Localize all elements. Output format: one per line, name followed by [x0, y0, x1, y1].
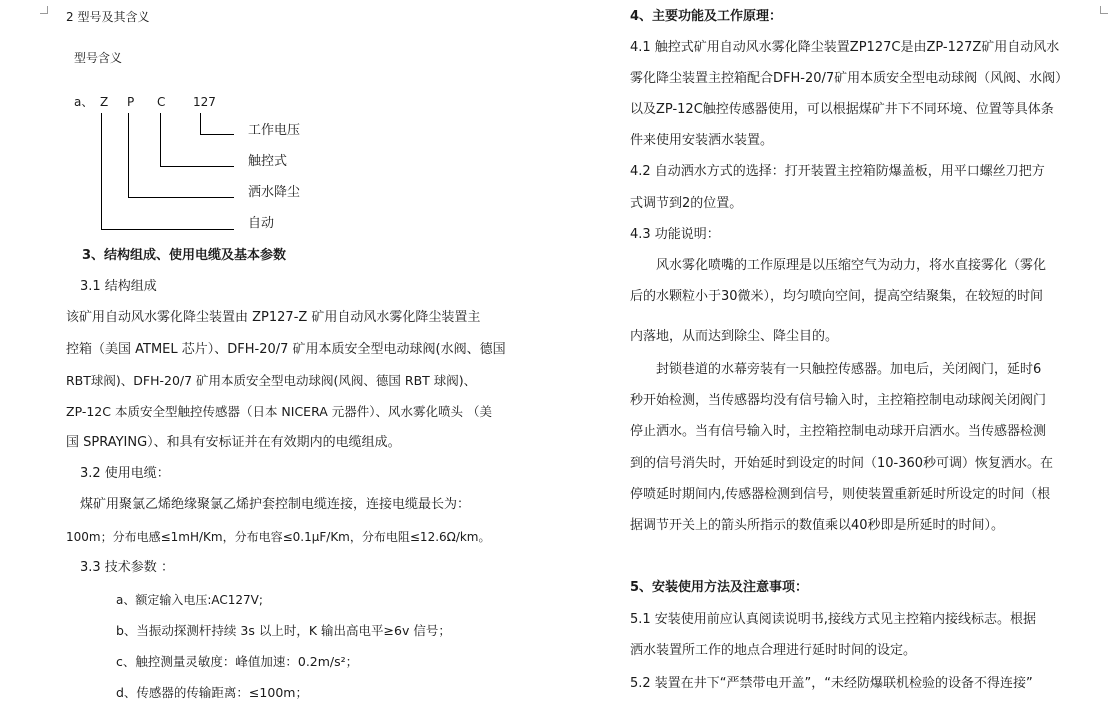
paragraph-line: 4.2 自动洒水方式的选择：打开装置主控箱防爆盖板，用平口螺丝刀把方: [630, 164, 1045, 179]
paragraph-line: 停喷延时期间内,传感器检测到信号，则使装置重新延时所设定的时间（根: [630, 487, 1051, 502]
paragraph-line: 该矿用自动风水雾化降尘装置由 ZP127-Z 矿用自动风水雾化降尘装置主: [66, 310, 481, 325]
model-meaning-label: 型号含义: [74, 51, 123, 65]
paragraph-line: 5.2 装置在井下“严禁带电开盖”，“未经防爆联机检验的设备不得连接”: [630, 676, 1033, 691]
paragraph-line: 式调节到2的位置。: [630, 196, 743, 211]
diagram-letter-p: P: [127, 95, 135, 109]
subsection-3-2: 3.2 使用电缆：: [80, 466, 170, 481]
corner-mark-top-right: [1100, 6, 1108, 14]
diagram-prefix: a、: [74, 95, 94, 109]
paragraph-line: 4.1 触控式矿用自动风水雾化降尘装置ZP127C是由ZP-127Z矿用自动风水: [630, 40, 1060, 55]
section-3-title: 3、结构组成、使用电缆及基本参数: [82, 248, 287, 263]
diagram-line: [160, 166, 234, 167]
diagram-line: [200, 134, 234, 135]
diagram-letter-c: C: [157, 95, 166, 109]
paragraph-line: RBT球阀)、DFH-20/7 矿用本质安全型电动球阀(风阀、德国 RBT 球阀)、: [66, 373, 477, 388]
subsection-4-3: 4.3 功能说明：: [630, 227, 720, 242]
paragraph-line: 到的信号消失时，开始延时到设定的时间（10-360秒可调）恢复洒水。在: [630, 456, 1054, 471]
paragraph-line: 据调节开关上的箭头所指示的数值乘以40秒即是所延时的时间）。: [630, 518, 1005, 533]
param-item: a、额定输入电压:AC127V;: [116, 593, 263, 607]
subsection-3-1: 3.1 结构组成: [80, 279, 157, 294]
diagram-label-touch: 触控式: [248, 154, 288, 169]
subsection-3-3: 3.3 技术参数 ：: [80, 560, 174, 575]
paragraph-line: 国 SPRAYING）、和具有安标证并在有效期内的电缆组成。: [66, 435, 401, 450]
diagram-line: [128, 197, 234, 198]
paragraph-line: 封锁巷道的水幕旁装有一只触控传感器。加电后，关闭阀门，延时6: [656, 362, 1042, 377]
diagram-line: [101, 113, 102, 230]
paragraph-line: 后的水颗粒小于30微米），均匀喷向空间，提高空结聚集，在较短的时间: [630, 289, 1044, 304]
diagram-line: [101, 229, 234, 230]
paragraph-line: 100m；分布电感≤1mH/Km，分布电容≤0.1μF/Km，分布电阻≤12.6Ω/km。: [66, 530, 491, 544]
paragraph-line: 控箱（美国 ATMEL 芯片）、DFH-20/7 矿用本质安全型电动球阀(水阀、德国: [66, 342, 506, 357]
diagram-letter-z: Z: [100, 95, 109, 109]
diagram-label-auto: 自动: [248, 216, 275, 231]
paragraph-line: 风水雾化喷嘴的工作原理是以压缩空气为动力，将水直接雾化（雾化: [656, 258, 1047, 273]
paragraph-line: 秒开始检测，当传感器均没有信号输入时，主控箱控制电动球阀关闭阀门: [630, 393, 1047, 408]
paragraph-line: 雾化降尘装置主控箱配合DFH-20/7矿用本质安全型电动球阀（风阀、水阀）: [630, 71, 1069, 86]
param-item: b、当振动探测杆持续 3s 以上时，K 输出高电平≥6v 信号；: [116, 623, 451, 638]
diagram-label-spray: 洒水降尘: [248, 185, 301, 200]
paragraph-line: 洒水装置所工作的地点合理进行延时时间的设定。: [630, 643, 917, 658]
corner-mark-top-left: [40, 6, 48, 14]
diagram-line: [160, 113, 161, 167]
section-4-title: 4、主要功能及工作原理：: [630, 9, 783, 24]
section-5-title: 5、安装使用方法及注意事项：: [630, 580, 809, 595]
paragraph-line: ZP-12C 本质安全型触控传感器（日本 NICERA 元器件）、风水雾化喷头 （美: [66, 404, 493, 419]
paragraph-line: 以及ZP-12C触控传感器使用，可以根据煤矿井下不同环境、位置等具体条: [630, 102, 1054, 117]
param-item: c、触控测量灵敏度：峰值加速：0.2m/s²；: [116, 654, 359, 669]
heading-model: 2 型号及其含义: [66, 10, 150, 24]
paragraph-line: 内落地，从而达到除尘、降尘目的。: [630, 329, 839, 344]
paragraph-line: 停止洒水。当有信号输入时，主控箱控制电动球开启洒水。当传感器检测: [630, 424, 1047, 439]
paragraph-line: 件来使用安装洒水装置。: [630, 133, 774, 148]
diagram-label-voltage: 工作电压: [248, 123, 301, 138]
diagram-line: [128, 113, 129, 198]
param-item: d、传感器的传输距离：≤100m；: [116, 685, 308, 700]
paragraph-line: 5.1 安装使用前应认真阅读说明书,接线方式见主控箱内接线标志。根据: [630, 612, 1036, 627]
diagram-number: 127: [193, 95, 216, 109]
paragraph-line: 煤矿用聚氯乙烯绝缘聚氯乙烯护套控制电缆连接，连接电缆最长为：: [80, 497, 471, 512]
diagram-line: [200, 113, 201, 135]
